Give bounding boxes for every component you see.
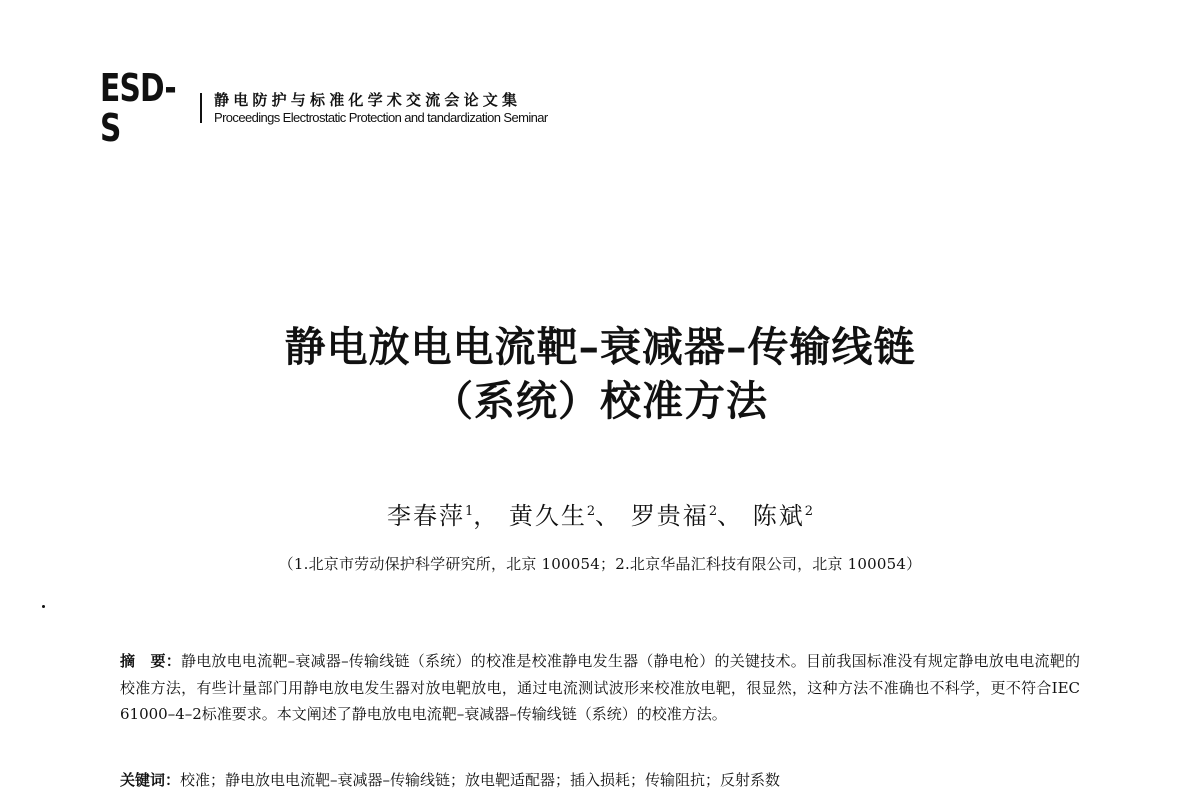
author-affiliation-mark: 2 (804, 504, 814, 519)
author-separator: 、 (595, 502, 622, 530)
stray-mark (42, 605, 45, 608)
author-separator: 、 (717, 502, 744, 530)
author-name: 陈斌 (752, 502, 805, 530)
keywords-label: 关键词： (120, 771, 181, 789)
affiliations: （1.北京市劳动保护科学研究所，北京 100054；2.北京华晶汇科技有限公司，北京 100054） (278, 555, 922, 573)
author-separator: ， (473, 502, 500, 530)
author-affiliation-mark: 2 (586, 504, 596, 519)
author-affiliation-mark: 1 (464, 504, 474, 519)
abstract (120, 648, 1080, 728)
author-affiliation-mark: 2 (708, 504, 718, 519)
journal-title-cn: 静电防护与标准化学术交流会论文集 (214, 90, 522, 109)
paper-title-line-1: 静电放电电流靶–衰减器–传输线链 (284, 323, 916, 371)
esd-s-logo: ESD-S (100, 66, 176, 150)
keywords (120, 767, 1080, 793)
journal-title-block (214, 90, 548, 125)
journal-header (100, 66, 548, 150)
journal-title-en: Proceedings Electrostatic Protection and tandardization Seminar (214, 109, 548, 125)
author-name: 罗贵福 (630, 502, 709, 530)
author-name: 李春萍 (386, 502, 465, 530)
author-name: 黄久生 (508, 502, 587, 530)
header-divider (200, 93, 202, 123)
abstract-text: 静电放电电流靶–衰减器–传输线链（系统）的校准是校准静电发生器（静电枪）的关键技术。目前我国标准没有规定静电放电电流靶的校准方法，有些计量部门用静电放电发生器对放电靶放电，通过电流测试波形来校准放电靶，很显然，这种方法不准确也不科学，更不符合IEC 61000–4–2标准要求。本文阐述了静电放电电流靶–衰减器–传输线链（系统）的校准方法。 (120, 652, 1080, 723)
abstract-label: 摘 要： (120, 652, 181, 670)
paper-title-line-2: （系统）校准方法 (432, 377, 768, 425)
keywords-text: 校准；静电放电电流靶–衰减器–传输线链；放电靶适配器；插入损耗；传输阻抗；反射系数 (180, 771, 781, 789)
author-list (0, 496, 1200, 531)
